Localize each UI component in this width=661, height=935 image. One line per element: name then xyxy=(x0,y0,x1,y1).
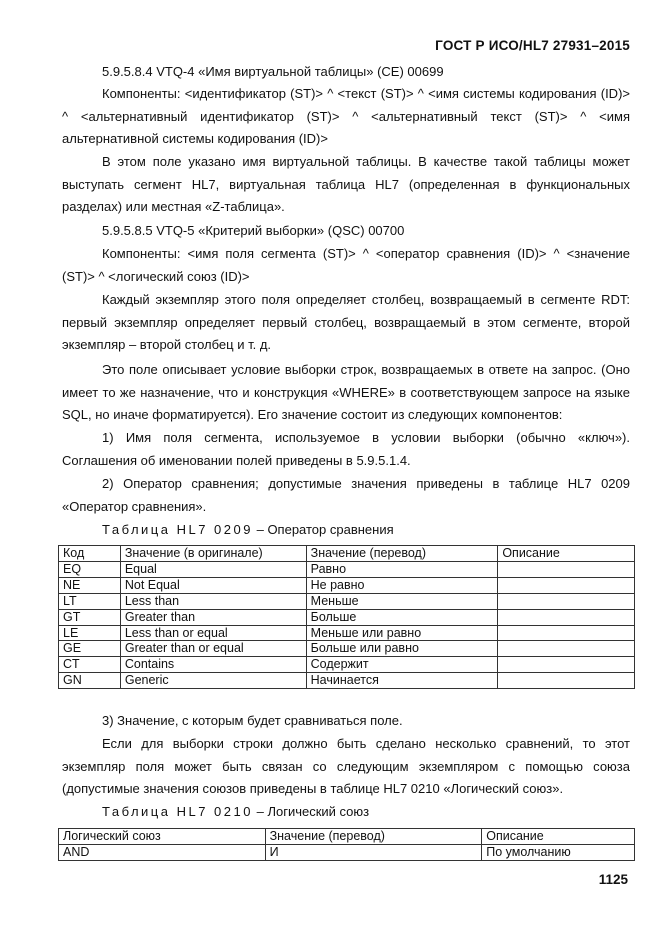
table-cell xyxy=(498,625,635,641)
table-cell: Начинается xyxy=(306,673,498,689)
table-cell: AND xyxy=(59,844,266,860)
table-row xyxy=(59,593,635,609)
table-cell: CT xyxy=(59,657,121,673)
table-cell: Больше или равно xyxy=(306,641,498,657)
table-cell: LT xyxy=(59,593,121,609)
table-caption-0210 xyxy=(102,804,369,819)
table-caption-dash: – xyxy=(252,804,268,819)
list-item-1: 1) Имя поля сегмента, используемое в условии выборки (обычно «ключ»). Соглашения об именовании полей приведены в 5.9.5.1.4. xyxy=(62,430,630,468)
table-caption-dash: – xyxy=(252,522,268,537)
table-cell: Less than or equal xyxy=(120,625,306,641)
table-row xyxy=(59,561,635,577)
table-row xyxy=(59,577,635,593)
table-cell: Не равно xyxy=(306,577,498,593)
table-row xyxy=(59,625,635,641)
table-cell: Greater than xyxy=(120,609,306,625)
header-cell: Описание xyxy=(498,546,635,562)
paragraph-conjunction: Если для выборки строки должно быть сделано несколько сравнений, то этот экземпляр поля может быть связан со следующим экземпляром с помощью союза (допустимые значения союзов приведены в таблице HL7 0210 «Логический союз». xyxy=(62,736,630,796)
table-cell xyxy=(498,593,635,609)
header-cell: Логический союз xyxy=(59,829,266,845)
table-cell xyxy=(498,657,635,673)
section-title-vtq5: 5.9.5.8.5 VTQ-5 «Критерий выборки» (QSC) 00700 xyxy=(102,223,405,238)
table-cell: Contains xyxy=(120,657,306,673)
table-cell xyxy=(498,673,635,689)
table-cell: Равно xyxy=(306,561,498,577)
paragraph-condition: Это поле описывает условие выборки строк, возвращаемых в ответе на запрос. (Оно имеет то же назначение, что и конструкция «WHERE» в соответствующем запросе на языке SQL, но иначе форматируется). Его значение состоит из следующих компонентов: xyxy=(62,362,630,422)
table-header-row xyxy=(59,829,635,845)
table-cell: GN xyxy=(59,673,121,689)
header-cell: Значение (перевод) xyxy=(265,829,482,845)
header-cell: Значение (в оригинале) xyxy=(120,546,306,562)
table-cell: Содержит xyxy=(306,657,498,673)
table-cell xyxy=(498,609,635,625)
table-cell: Less than xyxy=(120,593,306,609)
table-cell: Greater than or equal xyxy=(120,641,306,657)
table-caption-label: Таблица HL7 0210 xyxy=(102,804,253,819)
page-number: 1125 xyxy=(598,872,628,887)
table-cell: LE xyxy=(59,625,121,641)
table-cell xyxy=(498,561,635,577)
table-cell: По умолчанию xyxy=(482,844,635,860)
table-row xyxy=(59,641,635,657)
logical-conjunction-table xyxy=(58,828,635,861)
header-cell: Значение (перевод) xyxy=(306,546,498,562)
table-cell xyxy=(498,641,635,657)
table-caption-title: Оператор сравнения xyxy=(267,522,394,537)
table-cell: Меньше xyxy=(306,593,498,609)
table-row xyxy=(59,673,635,689)
table-cell: GE xyxy=(59,641,121,657)
table-cell: EQ xyxy=(59,561,121,577)
table-cell: NE xyxy=(59,577,121,593)
table-row xyxy=(59,657,635,673)
table-caption-label: Таблица HL7 0209 xyxy=(102,522,253,537)
header-cell: Код xyxy=(59,546,121,562)
table-cell: GT xyxy=(59,609,121,625)
table-row xyxy=(59,844,635,860)
components-vtq5: Компоненты: <имя поля сегмента (ST)> ^ <оператор сравнения (ID)> ^ <значение (ST)> ^ <логический союз (ID)> xyxy=(62,246,630,284)
table-row xyxy=(59,609,635,625)
table-cell xyxy=(498,577,635,593)
list-item-2: 2) Оператор сравнения; допустимые значения приведены в таблице HL7 0209 «Оператор сравнения». xyxy=(62,476,630,514)
table-cell: И xyxy=(265,844,482,860)
components-vtq4: Компоненты: <идентификатор (ST)> ^ <текст (ST)> ^ <имя системы кодирования (ID)> ^ <альтернативный идентификатор (ST)> ^ <альтернативный текст (ST)> ^ <имя альтернативной системы кодирования (ID)> xyxy=(62,86,630,146)
table-caption-title: Логический союз xyxy=(267,804,370,819)
table-cell: Generic xyxy=(120,673,306,689)
comparison-operator-table xyxy=(58,545,635,689)
table-cell: Not Equal xyxy=(120,577,306,593)
paragraph-columns: Каждый экземпляр этого поля определяет столбец, возвращаемый в сегменте RDT: первый экземпляр определяет первый столбец, возвращаемый в этом сегменте, второй экземпляр – второй столбец и т. д. xyxy=(62,292,630,352)
table-cell: Equal xyxy=(120,561,306,577)
document-header: ГОСТ Р ИСО/HL7 27931–2015 xyxy=(435,38,630,53)
table-caption-0209 xyxy=(102,522,394,537)
section-title-vtq4: 5.9.5.8.4 VTQ-4 «Имя виртуальной таблицы» (CE) 00699 xyxy=(102,64,444,79)
header-cell: Описание xyxy=(482,829,635,845)
table-cell: Меньше или равно xyxy=(306,625,498,641)
table-cell: Больше xyxy=(306,609,498,625)
paragraph-vtq4: В этом поле указано имя виртуальной таблицы. В качестве такой таблицы может выступать сегмент HL7, виртуальная таблица HL7 (определенная в функциональных разделах) или местная «Z-таблица». xyxy=(62,154,630,214)
list-item-3: 3) Значение, с которым будет сравниваться поле. xyxy=(102,713,403,728)
table-header-row xyxy=(59,546,635,562)
